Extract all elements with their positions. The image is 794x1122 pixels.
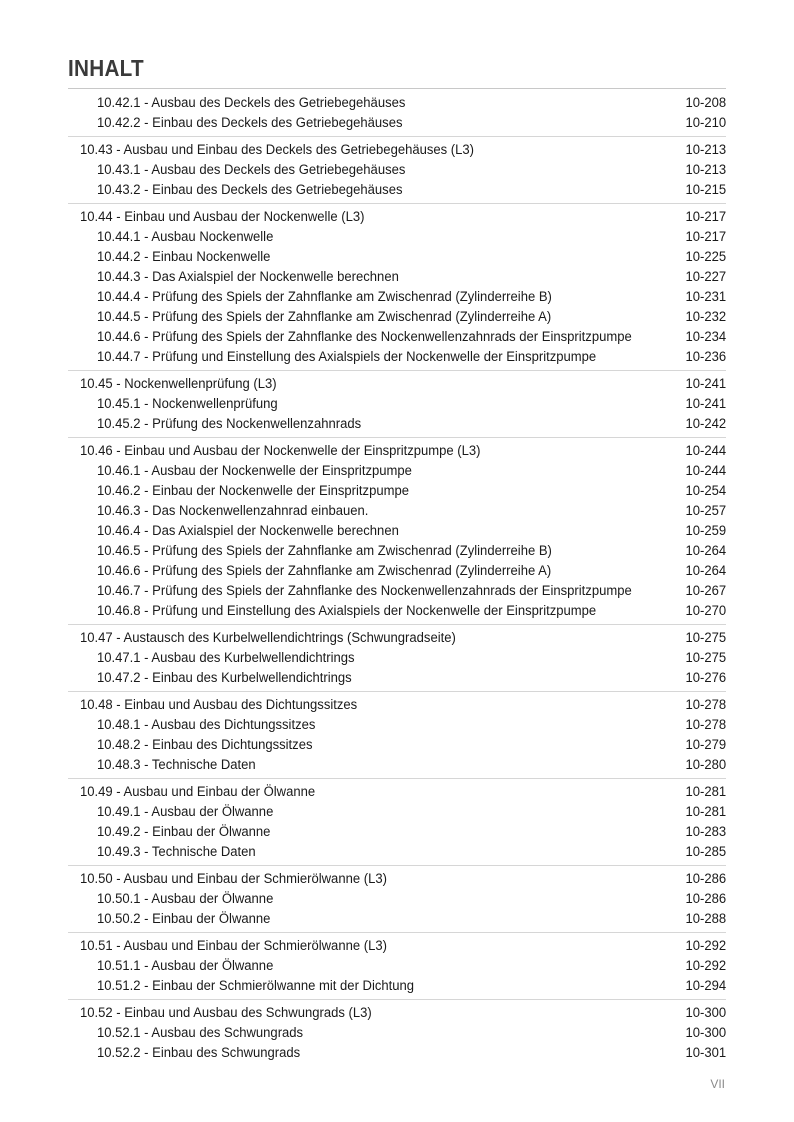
toc-entry-title: 10.44.5 - Prüfung des Spiels der Zahnflanke am Zwischenrad (Zylinderreihe A) — [97, 309, 552, 325]
toc-entry-page: 10-292 — [685, 938, 726, 954]
toc-entry-page: 10-288 — [685, 911, 726, 927]
toc-subentry[interactable] — [68, 247, 726, 267]
toc-entry-page: 10-280 — [685, 757, 726, 773]
toc-chapter-entry[interactable] — [68, 140, 726, 160]
toc-entry-title: 10.46.2 - Einbau der Nockenwelle der Einspritzpumpe — [97, 483, 409, 499]
toc-subentry[interactable] — [68, 481, 726, 501]
toc-entry-page: 10-275 — [685, 650, 726, 666]
toc-entry-title: 10.45.1 - Nockenwellenprüfung — [97, 396, 278, 412]
toc-entry-title: 10.49.2 - Einbau der Ölwanne — [97, 824, 271, 840]
toc-entry-page: 10-300 — [685, 1025, 726, 1041]
toc-entry-page: 10-225 — [685, 249, 726, 265]
toc-entry-page: 10-283 — [685, 824, 726, 840]
toc-subentry[interactable] — [68, 561, 726, 581]
toc-entry-page: 10-270 — [685, 603, 726, 619]
toc-entry-title: 10.51.1 - Ausbau der Ölwanne — [97, 958, 274, 974]
toc-entry-page: 10-281 — [685, 804, 726, 820]
toc-entry-title: 10.44.7 - Prüfung und Einstellung des Axialspiels der Nockenwelle der Einspritzpumpe — [97, 349, 597, 365]
toc-entry-title: 10.48.1 - Ausbau des Dichtungssitzes — [97, 717, 316, 733]
toc-entry-title: 10.46.8 - Prüfung und Einstellung des Axialspiels der Nockenwelle der Einspritzpumpe — [97, 603, 597, 619]
toc-entry-title: 10.43 - Ausbau und Einbau des Deckels des Getriebegehäuses (L3) — [80, 142, 475, 158]
toc-entry-page: 10-286 — [685, 891, 726, 907]
toc-entry-page: 10-267 — [685, 583, 726, 599]
toc-entry-page: 10-234 — [685, 329, 726, 345]
toc-entry-title: 10.48.3 - Technische Daten — [97, 757, 256, 773]
toc-section — [68, 374, 726, 438]
toc-subentry[interactable] — [68, 1023, 726, 1043]
toc-entry-title: 10.42.1 - Ausbau des Deckels des Getriebegehäuses — [97, 95, 406, 111]
toc-entry-page: 10-215 — [685, 182, 726, 198]
toc-entry-title: 10.47 - Austausch des Kurbelwellendichtrings (Schwungradseite) — [80, 630, 456, 646]
toc-entry-title: 10.44.2 - Einbau Nockenwelle — [97, 249, 271, 265]
toc-entry-title: 10.46.1 - Ausbau der Nockenwelle der Einspritzpumpe — [97, 463, 412, 479]
toc-entry-title: 10.46 - Einbau und Ausbau der Nockenwelle der Einspritzpumpe (L3) — [80, 443, 481, 459]
toc-entry-page: 10-244 — [685, 443, 726, 459]
toc-subentry[interactable] — [68, 227, 726, 247]
toc-chapter-entry[interactable] — [68, 628, 726, 648]
toc-entry-page: 10-292 — [685, 958, 726, 974]
toc-entry-title: 10.45 - Nockenwellenprüfung (L3) — [80, 376, 277, 392]
toc-subentry[interactable] — [68, 93, 726, 113]
toc-entry-page: 10-242 — [685, 416, 726, 432]
toc-entry-title: 10.43.1 - Ausbau des Deckels des Getriebegehäuses — [97, 162, 406, 178]
page-title: INHALT — [68, 55, 144, 81]
toc-subentry[interactable] — [68, 735, 726, 755]
toc-entry-page: 10-217 — [685, 209, 726, 225]
toc-chapter-entry[interactable] — [68, 1003, 726, 1023]
toc-section — [68, 140, 726, 204]
toc-section — [68, 1003, 726, 1066]
toc-entry-title: 10.44.1 - Ausbau Nockenwelle — [97, 229, 274, 245]
toc-subentry[interactable] — [68, 287, 726, 307]
toc-subentry[interactable] — [68, 347, 726, 367]
toc-subentry[interactable] — [68, 755, 726, 775]
toc-chapter-entry[interactable] — [68, 207, 726, 227]
toc-entry-page: 10-279 — [685, 737, 726, 753]
toc-entry-page: 10-217 — [685, 229, 726, 245]
toc-entry-title: 10.52 - Einbau und Ausbau des Schwungrads (L3) — [80, 1005, 372, 1021]
toc-entry-page: 10-241 — [685, 396, 726, 412]
toc-subentry[interactable] — [68, 802, 726, 822]
toc-chapter-entry[interactable] — [68, 441, 726, 461]
toc-entry-page: 10-232 — [685, 309, 726, 325]
toc-entry-page: 10-227 — [685, 269, 726, 285]
toc-entry-page: 10-210 — [685, 115, 726, 131]
toc-subentry[interactable] — [68, 581, 726, 601]
toc-subentry[interactable] — [68, 267, 726, 287]
toc-entry-title: 10.50 - Ausbau und Einbau der Schmierölwanne (L3) — [80, 871, 387, 887]
toc-entry-title: 10.46.5 - Prüfung des Spiels der Zahnflanke am Zwischenrad (Zylinderreihe B) — [97, 543, 552, 559]
toc-subentry[interactable] — [68, 842, 726, 862]
toc-entry-page: 10-278 — [685, 717, 726, 733]
toc-entry-title: 10.50.2 - Einbau der Ölwanne — [97, 911, 271, 927]
toc-subentry[interactable] — [68, 956, 726, 976]
toc-section — [68, 628, 726, 692]
toc-entry-page: 10-213 — [685, 162, 726, 178]
toc-entry-page: 10-264 — [685, 543, 726, 559]
toc-entry-title: 10.52.1 - Ausbau des Schwungrads — [97, 1025, 304, 1041]
toc-section — [68, 93, 726, 137]
toc-entry-page: 10-281 — [685, 784, 726, 800]
toc-entry-page: 10-257 — [685, 503, 726, 519]
toc-chapter-entry[interactable] — [68, 695, 726, 715]
toc-subentry[interactable] — [68, 1043, 726, 1063]
toc-entry-page: 10-231 — [685, 289, 726, 305]
toc-subentry[interactable] — [68, 307, 726, 327]
toc-entry-page: 10-300 — [685, 1005, 726, 1021]
toc-subentry[interactable] — [68, 668, 726, 688]
toc-subentry[interactable] — [68, 113, 726, 133]
toc-entry-page: 10-254 — [685, 483, 726, 499]
toc-entry-page: 10-285 — [685, 844, 726, 860]
toc-entry-page: 10-275 — [685, 630, 726, 646]
toc-subentry[interactable] — [68, 414, 726, 434]
toc-entry-title: 10.43.2 - Einbau des Deckels des Getriebegehäuses — [97, 182, 403, 198]
toc-subentry[interactable] — [68, 715, 726, 735]
toc-subentry[interactable] — [68, 976, 726, 996]
toc-section — [68, 869, 726, 933]
toc-entry-title: 10.49.1 - Ausbau der Ölwanne — [97, 804, 274, 820]
toc-chapter-entry[interactable] — [68, 869, 726, 889]
toc-subentry[interactable] — [68, 822, 726, 842]
toc-chapter-entry[interactable] — [68, 782, 726, 802]
title-divider — [68, 88, 726, 89]
toc-entry-page: 10-301 — [685, 1045, 726, 1061]
toc-entry-page: 10-244 — [685, 463, 726, 479]
toc-entry-title: 10.49.3 - Technische Daten — [97, 844, 256, 860]
toc-entry-title: 10.49 - Ausbau und Einbau der Ölwanne — [80, 784, 316, 800]
toc-entry-page: 10-276 — [685, 670, 726, 686]
toc-section — [68, 782, 726, 866]
toc-entry-page: 10-236 — [685, 349, 726, 365]
toc-subentry[interactable] — [68, 501, 726, 521]
toc-entry-title: 10.47.1 - Ausbau des Kurbelwellendichtrings — [97, 650, 355, 666]
toc-entry-page: 10-264 — [685, 563, 726, 579]
toc-entry-title: 10.44.3 - Das Axialspiel der Nockenwelle berechnen — [97, 269, 399, 285]
toc-entry-title: 10.44.4 - Prüfung des Spiels der Zahnflanke am Zwischenrad (Zylinderreihe B) — [97, 289, 552, 305]
toc-subentry[interactable] — [68, 394, 726, 414]
toc-subentry[interactable] — [68, 648, 726, 668]
toc-subentry[interactable] — [68, 180, 726, 200]
toc-entry-title: 10.51 - Ausbau und Einbau der Schmierölwanne (L3) — [80, 938, 387, 954]
toc-entry-title: 10.45.2 - Prüfung des Nockenwellenzahnrads — [97, 416, 362, 432]
toc-subentry[interactable] — [68, 521, 726, 541]
toc-section — [68, 936, 726, 1000]
toc-entry-page: 10-294 — [685, 978, 726, 994]
toc-entry-page: 10-208 — [685, 95, 726, 111]
toc-entry-page: 10-286 — [685, 871, 726, 887]
toc-entry-title: 10.51.2 - Einbau der Schmierölwanne mit der Dichtung — [97, 978, 415, 994]
toc-subentry[interactable] — [68, 461, 726, 481]
toc-subentry[interactable] — [68, 909, 726, 929]
page-number: VII — [710, 1077, 725, 1091]
toc-entry-title: 10.48 - Einbau und Ausbau des Dichtungssitzes — [80, 697, 358, 713]
toc-entry-title: 10.47.2 - Einbau des Kurbelwellendichtrings — [97, 670, 352, 686]
toc-subentry[interactable] — [68, 541, 726, 561]
toc-entry-title: 10.50.1 - Ausbau der Ölwanne — [97, 891, 274, 907]
toc-chapter-entry[interactable] — [68, 374, 726, 394]
toc-section — [68, 207, 726, 371]
toc-entry-page: 10-213 — [685, 142, 726, 158]
toc-subentry[interactable] — [68, 327, 726, 347]
toc-entry-title: 10.46.4 - Das Axialspiel der Nockenwelle berechnen — [97, 523, 399, 539]
toc-entry-title: 10.42.2 - Einbau des Deckels des Getriebegehäuses — [97, 115, 403, 131]
toc-entry-title: 10.46.7 - Prüfung des Spiels der Zahnflanke des Nockenwellenzahnrads der Einspritzpumpe — [97, 583, 632, 599]
toc-entry-title: 10.46.6 - Prüfung des Spiels der Zahnflanke am Zwischenrad (Zylinderreihe A) — [97, 563, 552, 579]
toc-entry-title: 10.44.6 - Prüfung des Spiels der Zahnflanke des Nockenwellenzahnrads der Einspritzpumpe — [97, 329, 632, 345]
toc-entry-title: 10.44 - Einbau und Ausbau der Nockenwelle (L3) — [80, 209, 365, 225]
toc-entry-page: 10-259 — [685, 523, 726, 539]
toc-subentry[interactable] — [68, 601, 726, 621]
toc-entry-title: 10.48.2 - Einbau des Dichtungssitzes — [97, 737, 313, 753]
toc-section — [68, 441, 726, 625]
toc-subentry[interactable] — [68, 160, 726, 180]
toc-entry-page: 10-241 — [685, 376, 726, 392]
toc-entry-title: 10.46.3 - Das Nockenwellenzahnrad einbauen. — [97, 503, 369, 519]
toc-section — [68, 695, 726, 779]
toc-entry-page: 10-278 — [685, 697, 726, 713]
toc-chapter-entry[interactable] — [68, 936, 726, 956]
toc-entry-title: 10.52.2 - Einbau des Schwungrads — [97, 1045, 301, 1061]
toc-subentry[interactable] — [68, 889, 726, 909]
table-of-contents — [68, 93, 726, 1069]
